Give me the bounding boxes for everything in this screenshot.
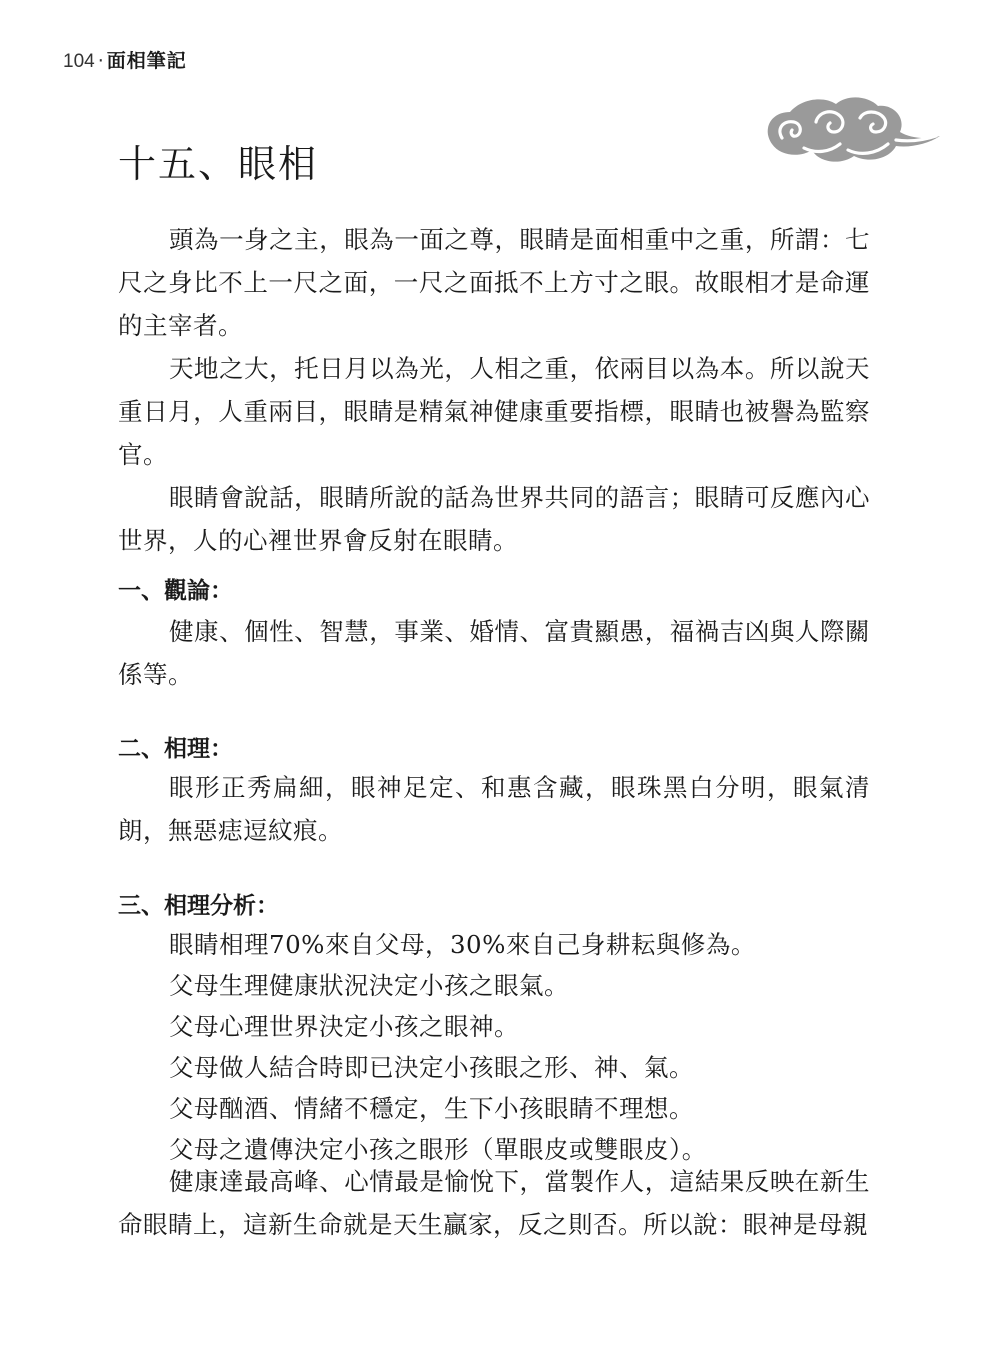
analysis-line: 父母做人結合時即已決定小孩眼之形、神、氣。 bbox=[169, 1053, 694, 1082]
running-header bbox=[63, 48, 187, 75]
section-text-observation: 健康、個性、智慧，事業、婚情、富貴顯愚，福禍吉凶與人際關係等。 bbox=[118, 617, 870, 689]
intro-paragraph-1: 頭為一身之主，眼為一面之尊，眼睛是面相重中之重，所謂：七尺之身比不上一尺之面，一尺之面抵不上方寸之眼。故眼相才是命運的主宰者。 bbox=[118, 225, 870, 340]
analysis-line: 父母之遺傳決定小孩之眼形（單眼皮或雙眼皮）。 bbox=[169, 1135, 707, 1164]
chapter-title: 十五、眼相 bbox=[118, 142, 319, 186]
analysis-line: 父母酗酒、情緒不穩定，生下小孩眼睛不理想。 bbox=[169, 1094, 694, 1123]
section-text-principle: 眼形正秀扁細，眼神足定、和惠含藏，眼珠黑白分明，眼氣清朗，無惡痣逗紋痕。 bbox=[118, 773, 870, 845]
page-number: 104 bbox=[63, 51, 95, 72]
analysis-closing-paragraph: 健康達最高峰、心情最是愉悅下，當製作人，這結果反映在新生命眼睛上，這新生命就是天生贏家，反之則否。所以說：眼神是母親 bbox=[118, 1167, 870, 1239]
analysis-list bbox=[169, 924, 756, 1170]
intro-paragraph-2: 天地之大，托日月以為光，人相之重，依兩目以為本。所以說天重日月，人重兩目，眼睛是精氣神健康重要指標，眼睛也被譽為監察官。 bbox=[118, 354, 870, 469]
intro-paragraph-3: 眼睛會說話，眼睛所說的話為世界共同的語言；眼睛可反應內心世界，人的心裡世界會反射在眼睛。 bbox=[118, 483, 870, 555]
section-heading-analysis: 三、相理分析： bbox=[118, 893, 279, 919]
section-heading-observation: 一、觀論： bbox=[118, 578, 233, 604]
analysis-line: 父母生理健康狀況決定小孩之眼氣。 bbox=[169, 971, 569, 1000]
header-separator: · bbox=[97, 50, 104, 72]
book-title: 面相筆記 bbox=[106, 50, 187, 72]
analysis-line: 眼睛相理70%來自父母，30%來自己身耕耘與修為。 bbox=[169, 930, 756, 959]
analysis-line: 父母心理世界決定小孩之眼神。 bbox=[169, 1012, 519, 1041]
cloud-ornament-icon bbox=[760, 92, 940, 170]
section-heading-principle: 二、相理： bbox=[118, 736, 233, 762]
